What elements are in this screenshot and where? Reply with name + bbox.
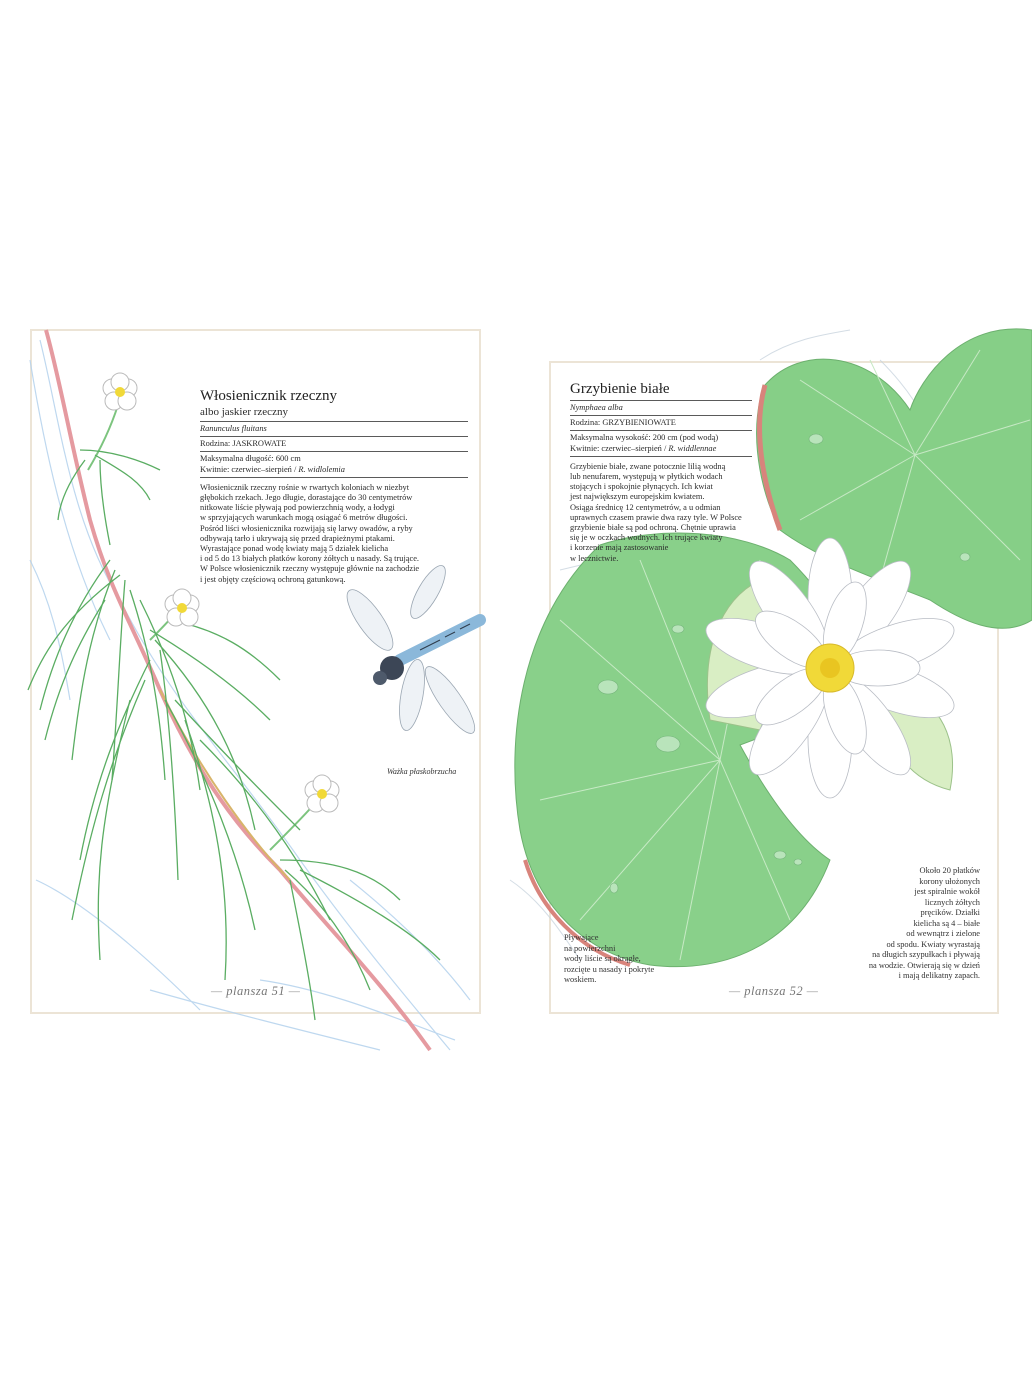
water-lily-flowering <box>570 444 752 454</box>
caption-line: pręcików. Działki <box>920 908 980 917</box>
caption-line: wody liście są okrągłe, <box>564 954 641 963</box>
water-lily-title: Grzybienie białe <box>570 381 670 397</box>
caption-line: na powierzchni <box>564 943 616 953</box>
caption-line: od wewnątrz i zielone <box>906 929 980 938</box>
description-line: Osiąga średnicę 12 centymetrów, a u odmian <box>570 502 721 512</box>
lily-petals-caption <box>840 866 980 982</box>
meta-divider <box>200 477 468 478</box>
caption-line: korony ułożonych <box>919 876 980 886</box>
caption-line: jest spiralnie wokół <box>914 887 980 896</box>
dragonfly-illustration <box>340 561 482 739</box>
crowfoot-title: Włosienicznik rzeczny <box>200 388 338 404</box>
description-line: i od 5 do 13 białych płatków korony żółtych u nasady. Są trujące. <box>200 554 420 564</box>
crowfoot-subtitle: albo jaskier rzeczny <box>200 406 288 418</box>
lily-leaf-caption <box>564 933 684 986</box>
plate-52-text: plansza 52 <box>744 984 804 998</box>
description-line: stojących i spokojnie płynących. Ich kwiat <box>570 482 713 492</box>
description-line: grzybienie białe są pod ochroną. Chętnie uprawia <box>570 523 736 533</box>
crowfoot-size: Maksymalna długość: 600 cm <box>200 454 301 464</box>
description-line: i korzenie mają zastosowanie <box>570 543 669 553</box>
latin-divider <box>570 415 752 416</box>
description-line: odbywają tarło i ukrywają się przed drapieżnymi ptakami. <box>200 533 395 543</box>
crowfoot-flower-2 <box>165 589 199 626</box>
description-line: się je w oczkach wodnych. Ich trujące kwiaty <box>570 533 723 543</box>
description-line: głębokich rzekach. Jego długie, dorastające do 30 centymetrów <box>200 493 413 503</box>
caption-line: od spodu. Kwiaty wyrastają <box>886 939 980 949</box>
description-line: W Polsce włosienicznik rzeczny występuje głównie na zachodzie <box>200 564 420 574</box>
title-divider <box>200 421 468 422</box>
caption-line: licznych żółtych <box>924 897 980 907</box>
description-line: nitkowate liście pływają pod powierzchnią wody, a łodygi <box>200 503 395 513</box>
caption-line: i mają delikatny zapach. <box>898 971 980 980</box>
description-line: Wyrastające ponad wodę kwiaty mają 5 działek kielicha <box>200 544 389 554</box>
water-lily-latin-name: Nymphaea alba <box>570 403 623 412</box>
water-lily-size: Maksymalna wysokość: 200 cm (pod wodą) <box>570 433 719 443</box>
crowfoot-family: Rodzina: JASKROWATE <box>200 439 287 449</box>
caption-line: kielicha są 4 – białe <box>913 918 980 928</box>
crowfoot-flower-1 <box>103 373 137 410</box>
caption-line: Pływające <box>564 933 599 942</box>
family-divider <box>200 451 468 452</box>
water-lily-family: Rodzina: GRZYBIENIOWATE <box>570 418 676 428</box>
flowering-suffix: R. widlolemia <box>298 464 345 474</box>
caption-line: na wodzie. Otwierają się w dzień <box>868 960 980 970</box>
family-divider <box>570 430 752 431</box>
crowfoot-flower-3 <box>305 775 339 812</box>
title-divider <box>570 400 752 401</box>
flowering-suffix: R. widdlennae <box>668 443 717 453</box>
crowfoot-info-block <box>200 387 468 585</box>
meta-divider <box>570 456 752 457</box>
flowering-prefix: Kwitnie: czerwiec–sierpień / <box>570 443 669 453</box>
plate-label-51: — plansza 51 — <box>211 984 301 998</box>
description-line: jest największym europejskim kwiatem. <box>570 492 705 502</box>
caption-line: na długich szypułkach i pływają <box>872 950 980 959</box>
description-line: Grzybienie białe, zwane potocznie lilią wodną <box>570 461 726 471</box>
description-line: w lecznictwie. <box>570 553 619 563</box>
description-line: Włosienicznik rzeczny rośnie w rwartych koloniach w niezbyt <box>200 482 410 492</box>
description-line: lub nenufarem, występują w płytkich wodach <box>570 472 723 482</box>
crowfoot-description <box>200 483 468 585</box>
description-line: uprawnych czasem prawie dwa razy tyle. W Polsce <box>570 512 742 522</box>
description-line: Pośród liści włosienicznika rozwijają się larwy owadów, a ryby <box>200 523 413 533</box>
crowfoot-latin-name: Ranunculus fluitans <box>200 424 267 433</box>
water-lily-description <box>570 462 752 564</box>
caption-line: Około 20 płatków <box>919 866 980 875</box>
crowfoot-flowering <box>200 465 468 475</box>
dragonfly-caption: Ważka płaskobrzucha <box>387 767 457 776</box>
flowering-prefix: Kwitnie: czerwiec–sierpień / <box>200 464 299 474</box>
description-line: w sprzyjających warunkach mogą osiągać 6 metrów długości. <box>200 513 408 523</box>
plate-label-52: — plansza 52 — <box>729 984 819 998</box>
caption-line: rozcięte u nasady i pokryte <box>564 964 655 974</box>
description-line: i jest objęty częściową ochroną gatunkową. <box>200 574 346 584</box>
latin-divider <box>200 436 468 437</box>
water-lily-info-block <box>570 380 752 564</box>
plate-51-text: plansza 51 <box>226 984 286 998</box>
caption-line: woskiem. <box>564 975 597 984</box>
